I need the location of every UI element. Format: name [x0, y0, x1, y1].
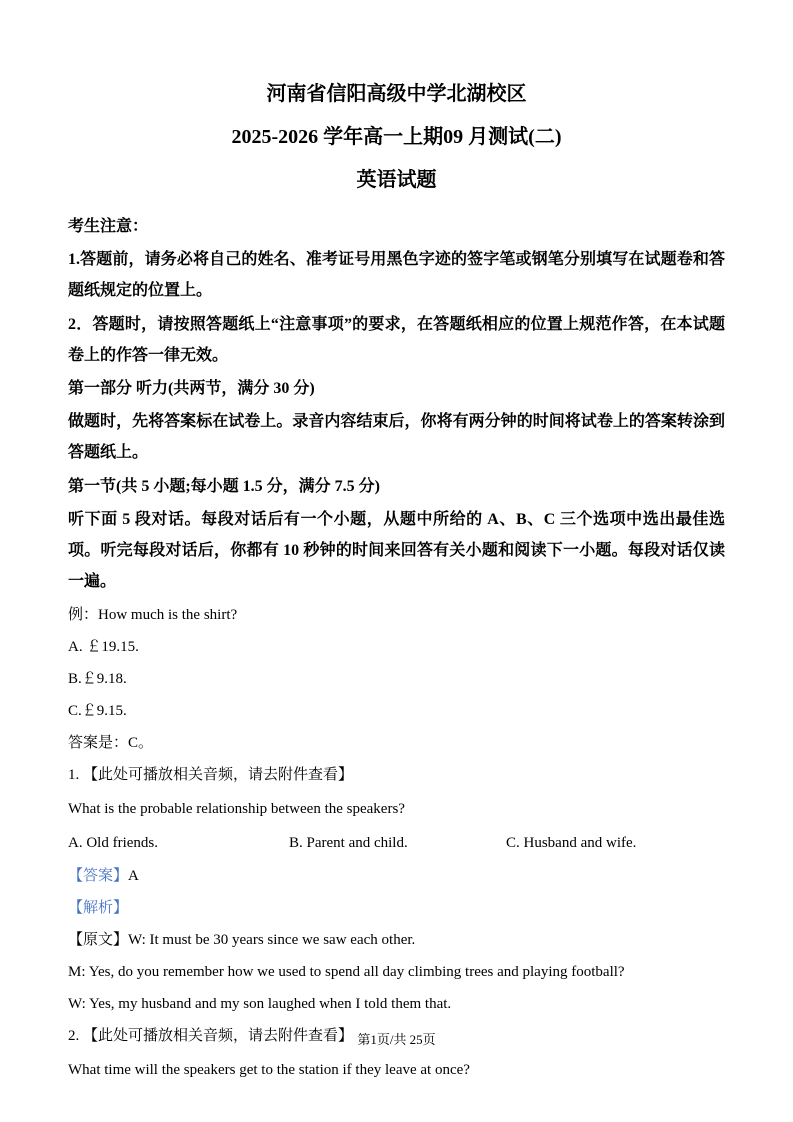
- q2-audio-note: 2. 【此处可播放相关音频，请去附件查看】: [68, 1028, 354, 1045]
- q2-question: What time will the speakers get to the station if they leave at once?: [68, 1062, 470, 1079]
- page-number: 第1页/共 25页: [357, 1032, 436, 1047]
- notice-item-1: 1.答题前，请务必将自己的姓名、准考证号用黑色字迹的签字笔或钢笔分别填写在试题卷和答题纸规定的位置上。: [68, 251, 725, 300]
- school-name-title: 河南省信阳高级中学北湖校区: [266, 83, 527, 105]
- q1-answer-line: [68, 866, 725, 887]
- candidates-notice-heading: 考生注意：: [68, 218, 149, 235]
- example-option-b: B.￡9.18.: [68, 671, 127, 688]
- section1-heading: 第一节(共 5 小题;每小题 1.5 分，满分 7.5 分): [68, 477, 380, 495]
- q1-audio-note: 1. 【此处可播放相关音频，请去附件查看】: [68, 767, 354, 784]
- q1-script-line-2: M: Yes, do you remember how we used to spend all day climbing trees and playing football?: [68, 964, 625, 981]
- answer-value: A: [128, 868, 139, 885]
- part1-heading: 第一部分 听力(共两节，满分 30 分): [68, 379, 315, 397]
- q1-analysis-line: [68, 898, 725, 919]
- analysis-label: 【解析】: [68, 900, 129, 917]
- q1-script-line-3: W: Yes, my husband and my son laughed when I told them that.: [68, 996, 452, 1013]
- section1-instructions: 听下面 5 段对话。每段对话后有一个小题，从题中所给的 A、B、C 三个选项中选出最佳选项。听完每段对话后，你都有 10 秒钟的时间来回答有关小题和阅读下一小题。每段对话仅读一遍。: [68, 510, 725, 591]
- answer-label: 【答案】: [68, 868, 129, 885]
- subject-title: 英语试题: [356, 169, 437, 191]
- example-answer: 答案是：C。: [68, 735, 154, 752]
- q1-question: What is the probable relationship between the speakers?: [68, 801, 405, 818]
- q1-option-a: A. Old friends.: [68, 835, 158, 852]
- q1-script-line-1: 【原文】W: It must be 30 years since we saw each other.: [68, 932, 416, 949]
- q1-option-b: B. Parent and child.: [289, 835, 408, 852]
- part1-instructions: 做题时，先将答案标在试卷上。录音内容结束后，你将有两分钟的时间将试卷上的答案转涂到答题纸上。: [68, 413, 725, 462]
- example-option-a: A. ￡19.15.: [68, 639, 139, 656]
- example-question: 例：How much is the shirt?: [68, 607, 238, 624]
- q1-option-c: C. Husband and wife.: [506, 835, 637, 852]
- notice-item-2: 2．答题时，请按照答题纸上“注意事项”的要求，在答题纸相应的位置上规范作答，在本试题卷上的作答一律无效。: [68, 315, 725, 364]
- q1-options-row: [68, 833, 725, 854]
- example-option-c: C.￡9.15.: [68, 703, 127, 720]
- exam-session-title: 2025-2026 学年高一上期09 月测试(二): [231, 126, 562, 148]
